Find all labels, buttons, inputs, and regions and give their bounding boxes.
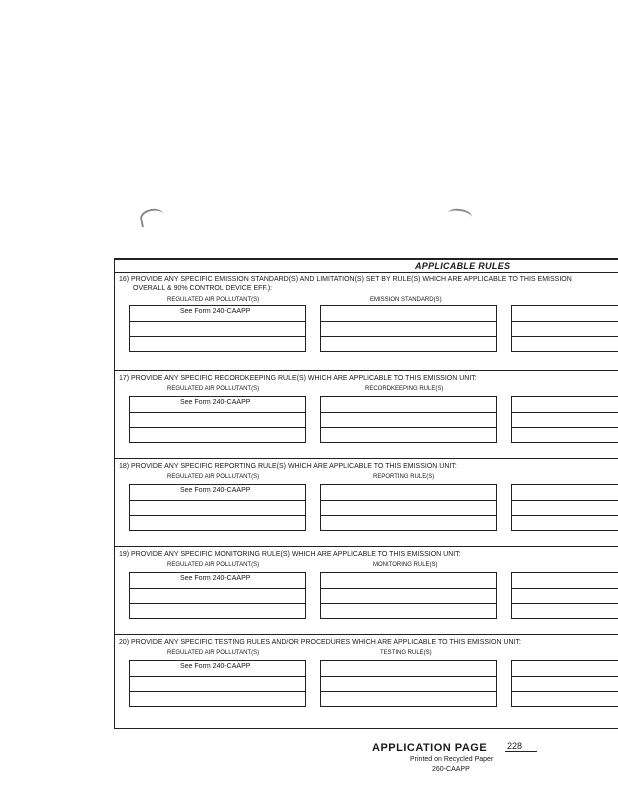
extra-entry-box[interactable] xyxy=(511,484,618,531)
column-header-pollutant: REGULATED AIR POLLUTANT(S) xyxy=(167,474,260,480)
rule-entry-box[interactable] xyxy=(320,396,497,443)
pollutant-entry-text: See Form 240-CAAPP xyxy=(180,575,251,582)
extra-entry-box[interactable] xyxy=(511,396,618,443)
section-emission-standards xyxy=(115,273,618,369)
section-divider xyxy=(115,458,618,459)
rule-entry-box[interactable] xyxy=(320,660,497,707)
column-header-rule: RECORDKEEPING RULE(S) xyxy=(365,386,444,392)
application-page-label: APPLICATION PAGE xyxy=(372,742,488,754)
column-header-rule: REPORTING RULE(S) xyxy=(373,474,435,480)
pollutant-entry-box[interactable] xyxy=(129,305,306,352)
column-header-rule: MONITORING RULE(S) xyxy=(373,562,438,568)
column-header-rule: TESTING RULE(S) xyxy=(380,650,432,656)
question-text: 17) PROVIDE ANY SPECIFIC RECORDKEEPING RULE(S) WHICH ARE APPLICABLE TO THIS EMISSION UNIT: xyxy=(119,375,477,382)
question-text: 16) PROVIDE ANY SPECIFIC EMISSION STANDARD(S) AND LIMITATION(S) SET BY RULE(S) WHICH ARE APPLICABLE TO THIS EMISSION xyxy=(119,276,572,283)
section-reporting xyxy=(115,460,618,546)
section-divider xyxy=(115,546,618,547)
column-header-pollutant: REGULATED AIR POLLUTANT(S) xyxy=(167,562,260,568)
recycled-paper-note: Printed on Recycled Paper xyxy=(410,756,494,763)
question-text: 19) PROVIDE ANY SPECIFIC MONITORING RULE(S) WHICH ARE APPLICABLE TO THIS EMISSION UNIT: xyxy=(119,551,461,558)
question-text-continued: OVERALL & 90% CONTROL DEVICE EFF.): xyxy=(133,285,273,292)
pollutant-entry-text: See Form 240-CAAPP xyxy=(180,399,251,406)
pollutant-entry-box[interactable] xyxy=(129,484,306,531)
extra-entry-box[interactable] xyxy=(511,305,618,352)
form-code: 260-CAAPP xyxy=(432,766,470,773)
applicable-rules-form xyxy=(114,258,618,729)
column-header-pollutant: REGULATED AIR POLLUTANT(S) xyxy=(167,386,260,392)
pollutant-entry-text: See Form 240-CAAPP xyxy=(180,663,251,670)
section-testing xyxy=(115,636,618,726)
rule-entry-box[interactable] xyxy=(320,572,497,619)
rule-entry-box[interactable] xyxy=(320,484,497,531)
pollutant-entry-text: See Form 240-CAAPP xyxy=(180,487,251,494)
question-text: 18) PROVIDE ANY SPECIFIC REPORTING RULE(S) WHICH ARE APPLICABLE TO THIS EMISSION UNIT: xyxy=(119,463,457,470)
section-divider xyxy=(115,634,618,635)
hole-punch-mark-right xyxy=(447,207,473,223)
column-header-rule: EMISSION STANDARD(S) xyxy=(370,297,442,303)
rule-entry-box[interactable] xyxy=(320,305,497,352)
column-header-pollutant: REGULATED AIR POLLUTANT(S) xyxy=(167,297,260,303)
pollutant-entry-box[interactable] xyxy=(129,572,306,619)
section-monitoring xyxy=(115,548,618,634)
section-divider xyxy=(115,370,618,371)
pollutant-entry-text: See Form 240-CAAPP xyxy=(180,308,251,315)
extra-entry-box[interactable] xyxy=(511,660,618,707)
extra-entry-box[interactable] xyxy=(511,572,618,619)
section-recordkeeping xyxy=(115,372,618,458)
hole-punch-mark-left xyxy=(139,207,166,228)
column-header-pollutant: REGULATED AIR POLLUTANT(S) xyxy=(167,650,260,656)
form-title: APPLICABLE RULES xyxy=(415,261,511,271)
form-header xyxy=(115,260,618,273)
application-page-number: 228 xyxy=(505,741,537,752)
pollutant-entry-box[interactable] xyxy=(129,396,306,443)
question-text: 20) PROVIDE ANY SPECIFIC TESTING RULES AND/OR PROCEDURES WHICH ARE APPLICABLE TO THIS EMISSION UNIT: xyxy=(119,639,521,646)
pollutant-entry-box[interactable] xyxy=(129,660,306,707)
